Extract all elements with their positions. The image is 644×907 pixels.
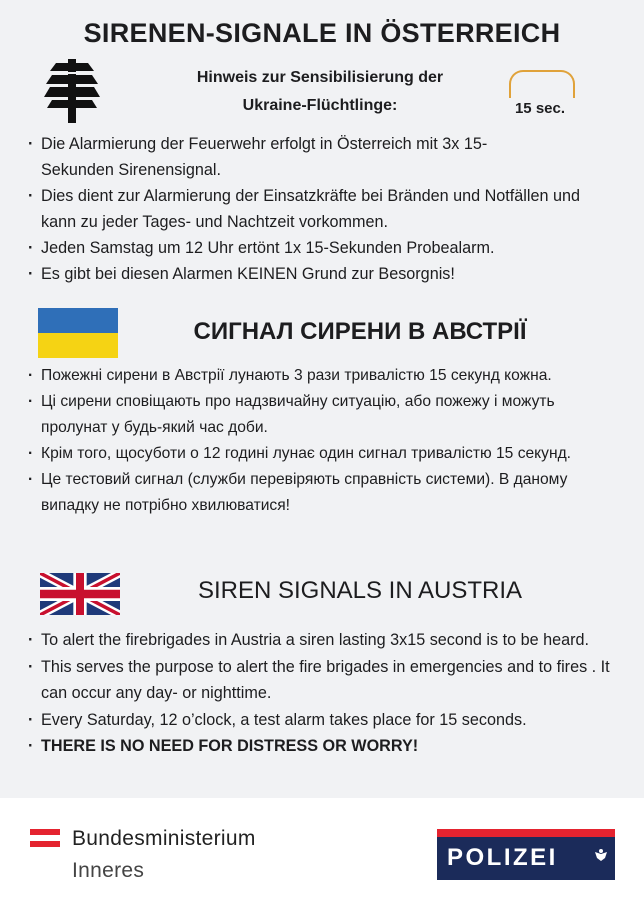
list-item: · Jeden Samstag um 12 Uhr ertönt 1x 15-Sekunden Probealarm. [28,235,618,261]
uk-flag-icon [40,573,120,615]
list-item: · Ці сирени сповіщають про надзвичайну ситуацію, або пожежу і можуть пролунат у будь-який час доби. [28,389,623,441]
ukrainian-title: СИГНАЛ СИРЕНИ В АВСТРІЇ [193,318,527,345]
list-item: · Die Alarmierung der Feuerwehr erfolgt in Österreich mit 3x 15-Sekunden Sirenensignal. [28,131,618,183]
ukrainian-list [28,363,623,519]
subtitle [120,64,520,120]
police-stripe [437,829,615,837]
police-label: POLIZEI [447,844,558,871]
timer-badge [505,70,575,122]
timer-label: 15 sec. [514,100,566,117]
list-item: · To alert the firebrigades in Austria a siren lasting 3x15 second is to be heard. [28,627,623,654]
list-item: · This serves the purpose to alert the fire brigades in emergencies and to fires . It can occur any day- or nighttime. [28,654,623,707]
eagle-icon [595,848,607,862]
list-item: · Every Saturday, 12 o’clock, a test alarm takes place for 15 seconds. [28,707,623,734]
english-list [28,627,623,760]
ministry-name: Bundesministerium [72,827,256,850]
list-item: · Пожежні сирени в Австрії лунають 3 рази тривалістю 15 секунд кожна. [28,363,623,389]
subtitle-line-2: Ukraine-Flüchtlinge: [242,97,398,114]
list-item: · Es gibt bei diesen Alarmen KEINEN Grund zur Besorgnis! [28,261,618,287]
austria-flag-icon [30,829,60,849]
list-item: · Це тестовий сигнал (служби перевіряють справність системи). В даному випадку не потрібно хвилюватися! [28,467,623,519]
german-list [28,131,618,287]
ukraine-flag-icon [38,308,118,358]
english-title: SIREN SIGNALS IN AUSTRIA [197,577,523,604]
page-title: SIRENEN-SIGNALE IN ÖSTERREICH [83,18,561,48]
siren-tower-icon [42,57,102,123]
list-item: · THERE IS NO NEED FOR DISTRESS OR WORRY! [28,733,623,760]
list-item: · Dies dient zur Alarmierung der Einsatzkräfte bei Bränden und Notfällen und kann zu jeder Tages- und Nachtzeit vorkommen. [28,183,618,235]
ministry-subname: Inneres [72,859,145,882]
subtitle-line-1: Hinweis zur Sensibilisierung der [196,69,444,86]
list-item: · Крім того, щосуботи о 12 годині лунає один сигнал тривалістю 15 секунд. [28,441,623,467]
police-logo [437,829,615,880]
timer-arc-icon [509,70,575,98]
